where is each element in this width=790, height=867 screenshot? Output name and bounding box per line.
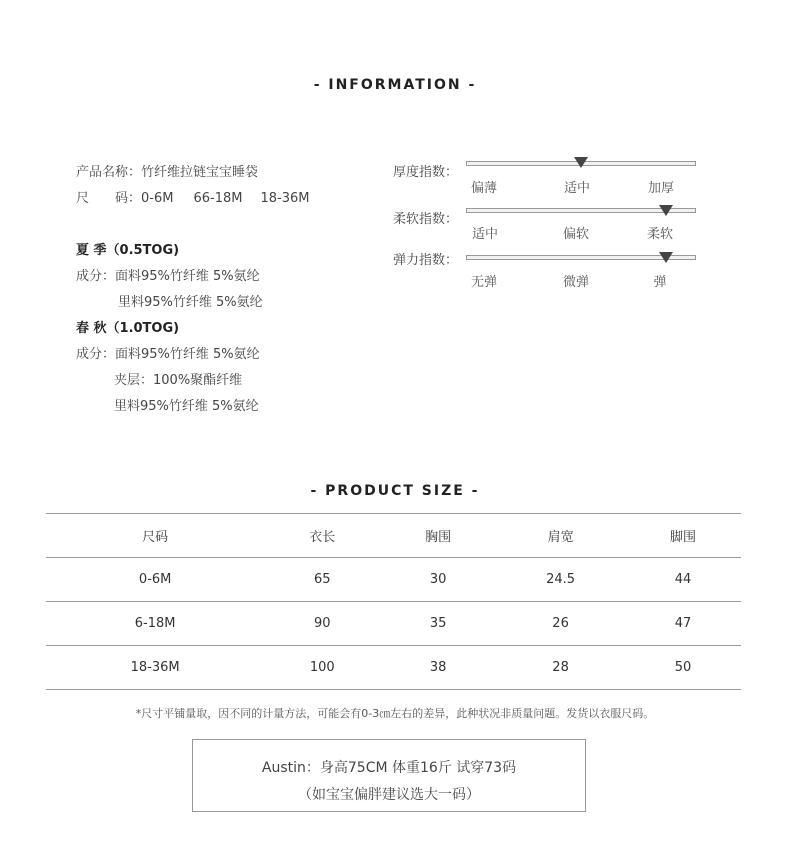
table-cell: 90	[264, 602, 380, 646]
spring-composition-3: 里料95%竹纤维 5%氨纶	[114, 399, 259, 414]
size-value-2: 66-18M	[193, 191, 243, 206]
table-cell: 6-18M	[46, 602, 264, 646]
header-chest: 胸围	[380, 514, 496, 558]
table-cell: 24.5	[496, 558, 625, 602]
table-cell: 26	[496, 602, 625, 646]
scale-label: 厚度指数：	[393, 165, 459, 180]
table-cell: 30	[380, 558, 496, 602]
summer-title: 夏 季（0.5TOG)	[76, 243, 180, 258]
table-cell: 18-36M	[46, 646, 264, 690]
scale-option: 适中	[471, 227, 499, 242]
table-cell: 44	[625, 558, 741, 602]
table-cell: 35	[380, 602, 496, 646]
model-advice: （如宝宝偏胖建议选大一码）	[298, 787, 480, 803]
spring-title: 春 秋（1.0TOG)	[76, 321, 180, 336]
product-size-row	[76, 187, 309, 206]
scale-marker	[659, 252, 673, 263]
table-row	[46, 558, 741, 602]
table-cell: 38	[380, 646, 496, 690]
scale-option: 适中	[563, 181, 591, 196]
model-stats: Austin：身高75CM 体重16斤 试穿73码	[261, 760, 517, 776]
table-cell: 50	[625, 646, 741, 690]
table-cell: 65	[264, 558, 380, 602]
spring-composition-2: 夹层：100%聚酯纤维	[114, 373, 243, 388]
information-title: - INFORMATION -	[313, 77, 477, 93]
size-value-1: 0-6M	[141, 191, 174, 206]
product-name: 产品名称：竹纤维拉链宝宝睡袋	[76, 165, 259, 180]
table-cell: 0-6M	[46, 558, 264, 602]
size-label: 尺 码：	[76, 191, 142, 206]
table-cell: 100	[264, 646, 380, 690]
size-value-3: 18-36M	[260, 191, 310, 206]
scale-label: 弹力指数：	[393, 253, 459, 268]
scale-option: 偏薄	[470, 181, 498, 196]
size-table	[46, 513, 741, 690]
header-size: 尺码	[46, 514, 264, 558]
scale-option: 偏软	[562, 227, 590, 242]
product-size-title: - PRODUCT SIZE -	[310, 483, 480, 499]
spring-composition-1: 成分：面料95%竹纤维 5%氨纶	[76, 347, 260, 362]
scale-option: 弹	[653, 275, 667, 290]
header-length: 衣长	[264, 514, 380, 558]
scale-option: 无弹	[470, 275, 498, 290]
scale-option: 加厚	[647, 181, 675, 196]
table-cell: 28	[496, 646, 625, 690]
table-cell: 47	[625, 602, 741, 646]
scale-option: 柔软	[646, 227, 674, 242]
scale-label: 柔软指数：	[393, 212, 459, 227]
header-shoulder: 肩宽	[496, 514, 625, 558]
scale-marker	[659, 205, 673, 216]
model-info-box	[192, 739, 586, 812]
header-foot: 脚围	[625, 514, 741, 558]
table-row	[46, 646, 741, 690]
summer-composition-1: 成分：面料95%竹纤维 5%氨纶	[76, 269, 260, 284]
summer-composition-2: 里料95%竹纤维 5%氨纶	[118, 295, 263, 310]
measurement-note: *尺寸平铺量取，因不同的计量方法，可能会有0-3㎝左右的差异，此种状况非质量问题。发货以衣服尺码。	[135, 707, 655, 720]
table-row	[46, 602, 741, 646]
scale-marker	[574, 157, 588, 168]
scale-option: 微弹	[562, 275, 590, 290]
table-header-row	[46, 514, 741, 558]
